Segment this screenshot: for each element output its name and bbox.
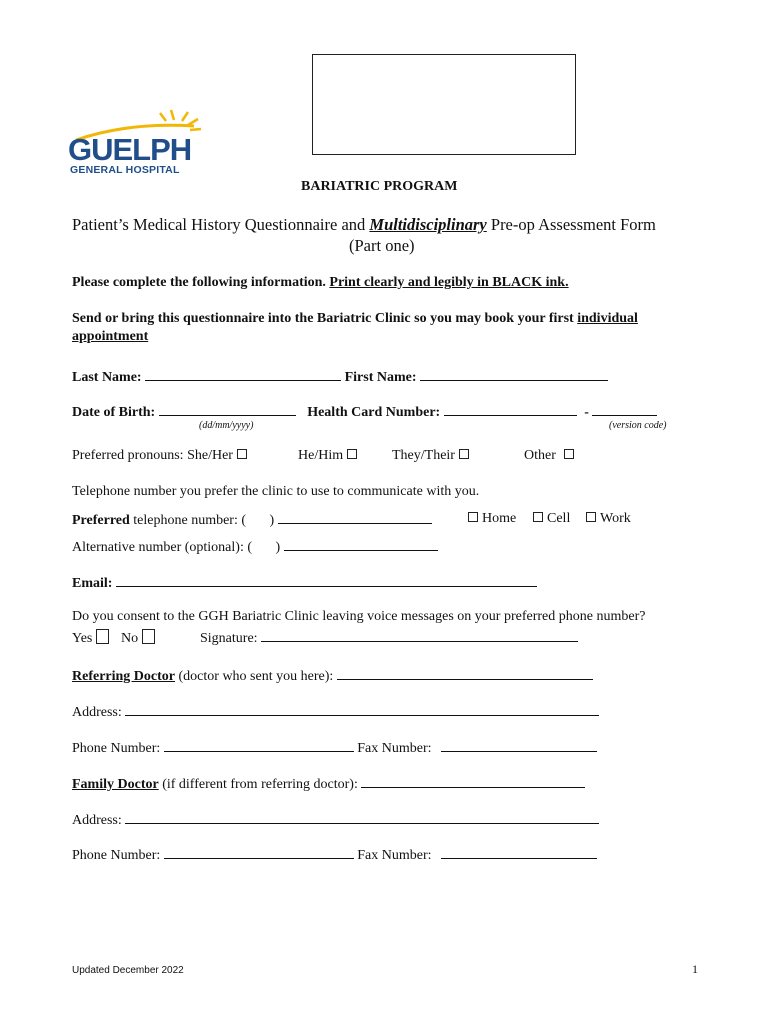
family-phone-field[interactable]: [164, 846, 354, 859]
pronoun-they: [392, 448, 469, 464]
he-him-checkbox[interactable]: [347, 449, 357, 459]
pronoun-other: [524, 448, 574, 464]
logo-subtitle: GENERAL HOSPITAL: [70, 164, 180, 176]
referring-fax-field[interactable]: [441, 739, 597, 752]
patient-label-box: [312, 54, 576, 155]
cell-checkbox[interactable]: [533, 512, 543, 522]
footer-updated: Updated December 2022: [72, 965, 184, 976]
family-doctor-label: Family Doctor: [72, 777, 159, 792]
email-label: Email:: [72, 576, 113, 591]
referring-address-label: Address:: [72, 705, 122, 720]
signature-row: [200, 629, 578, 647]
work-label: Work: [600, 511, 631, 526]
dob-row: [72, 403, 657, 421]
instruction-2-text: Send or bring this questionnaire into the Bariatric Clinic so you may book your first: [72, 311, 578, 326]
consent-question: Do you consent to the GGH Bariatric Clinic leaving voice messages on your preferred phone number?: [72, 609, 646, 624]
preferred-phone-row: [72, 511, 432, 529]
pronoun-he: [298, 448, 357, 464]
preferred-label: telephone number: (: [129, 513, 247, 528]
dob-hint: (dd/mm/yyyy): [199, 420, 254, 431]
dob-label: Date of Birth:: [72, 405, 156, 420]
referring-doctor-field[interactable]: [337, 667, 593, 680]
preferred-phone-field[interactable]: [278, 511, 432, 524]
instruction-2-cont: appointment: [72, 329, 149, 344]
page-number: 1: [692, 962, 698, 976]
title-part1: Patient’s Medical History Questionnaire and: [72, 215, 370, 234]
she-her-checkbox[interactable]: [237, 449, 247, 459]
signature-field[interactable]: [261, 629, 578, 642]
referring-phone-row: [72, 739, 597, 757]
version-code-field[interactable]: [592, 403, 657, 416]
dob-field[interactable]: [159, 403, 296, 416]
form-title: [72, 215, 656, 235]
version-hint: (version code): [609, 420, 667, 431]
referring-phone-label: Phone Number:: [72, 741, 161, 756]
family-doctor-row: [72, 775, 585, 793]
instruction-2-emphasis: individual: [577, 311, 638, 326]
instruction-2: [72, 311, 638, 327]
program-heading: BARIATRIC PROGRAM: [301, 179, 458, 194]
last-name-field[interactable]: [145, 368, 341, 381]
family-fax-field[interactable]: [441, 846, 597, 859]
family-address-row: [72, 811, 599, 829]
phone-type-home: [468, 511, 516, 527]
no-label: No: [121, 631, 139, 646]
phone-type-cell: [533, 511, 570, 527]
email-row: [72, 574, 537, 592]
home-label: Home: [482, 511, 517, 526]
alt-phone-label: Alternative number (optional): (: [72, 540, 252, 555]
referring-doctor-row: [72, 667, 593, 685]
logo-wordmark: GUELPH: [68, 132, 192, 167]
referring-phone-field[interactable]: [164, 739, 354, 752]
pronoun-she: [72, 448, 247, 464]
family-doctor-hint: (if different from referring doctor):: [158, 777, 358, 792]
they-their-label: They/Their: [392, 448, 455, 463]
first-name-field[interactable]: [420, 368, 608, 381]
preferred-label-bold: Preferred: [72, 513, 130, 528]
hospital-logo: [68, 108, 203, 180]
first-name-label: First Name:: [344, 370, 417, 385]
family-fax-label: Fax Number:: [357, 848, 432, 863]
yes-checkbox[interactable]: [96, 629, 109, 644]
consent-yes: [72, 629, 109, 647]
instruction-1: [72, 275, 569, 291]
alt-paren-close: ): [275, 540, 281, 555]
he-him-label: He/Him: [298, 448, 344, 463]
alt-phone-field[interactable]: [284, 538, 438, 551]
consent-no: [121, 629, 155, 647]
referring-fax-label: Fax Number:: [357, 741, 432, 756]
health-card-label: Health Card Number:: [307, 405, 441, 420]
family-doctor-field[interactable]: [361, 775, 585, 788]
referring-address-field[interactable]: [125, 703, 599, 716]
instruction-1-text: Please complete the following information.: [72, 275, 330, 290]
alt-phone-row: [72, 538, 438, 556]
other-checkbox[interactable]: [564, 449, 574, 459]
last-name-label: Last Name:: [72, 370, 142, 385]
home-checkbox[interactable]: [468, 512, 478, 522]
signature-label: Signature:: [200, 631, 258, 646]
instruction-1-emphasis: Print clearly and legibly in BLACK ink.: [329, 275, 569, 290]
health-card-dash: -: [584, 405, 589, 420]
pronouns-label: Preferred pronouns: She/Her: [72, 448, 233, 463]
no-checkbox[interactable]: [142, 629, 155, 644]
title-part2: Pre-op Assessment Form: [486, 215, 656, 234]
form-subtitle: (Part one): [349, 236, 415, 255]
last-name-row: [72, 368, 608, 386]
referring-address-row: [72, 703, 599, 721]
family-address-label: Address:: [72, 813, 122, 828]
yes-label: Yes: [72, 631, 93, 646]
referring-doctor-hint: (doctor who sent you here):: [175, 669, 334, 684]
family-address-field[interactable]: [125, 811, 599, 824]
work-checkbox[interactable]: [586, 512, 596, 522]
paren-close: ): [269, 513, 275, 528]
email-field[interactable]: [116, 574, 537, 587]
phone-intro: Telephone number you prefer the clinic to use to communicate with you.: [72, 484, 480, 499]
phone-type-work: [586, 511, 631, 527]
health-card-field[interactable]: [444, 403, 577, 416]
referring-doctor-label: Referring Doctor: [72, 669, 176, 684]
cell-label: Cell: [547, 511, 571, 526]
family-phone-row: [72, 846, 597, 864]
title-emphasis: Multidisciplinary: [369, 215, 487, 234]
they-their-checkbox[interactable]: [459, 449, 469, 459]
other-label: Other: [524, 448, 556, 463]
family-phone-label: Phone Number:: [72, 848, 161, 863]
